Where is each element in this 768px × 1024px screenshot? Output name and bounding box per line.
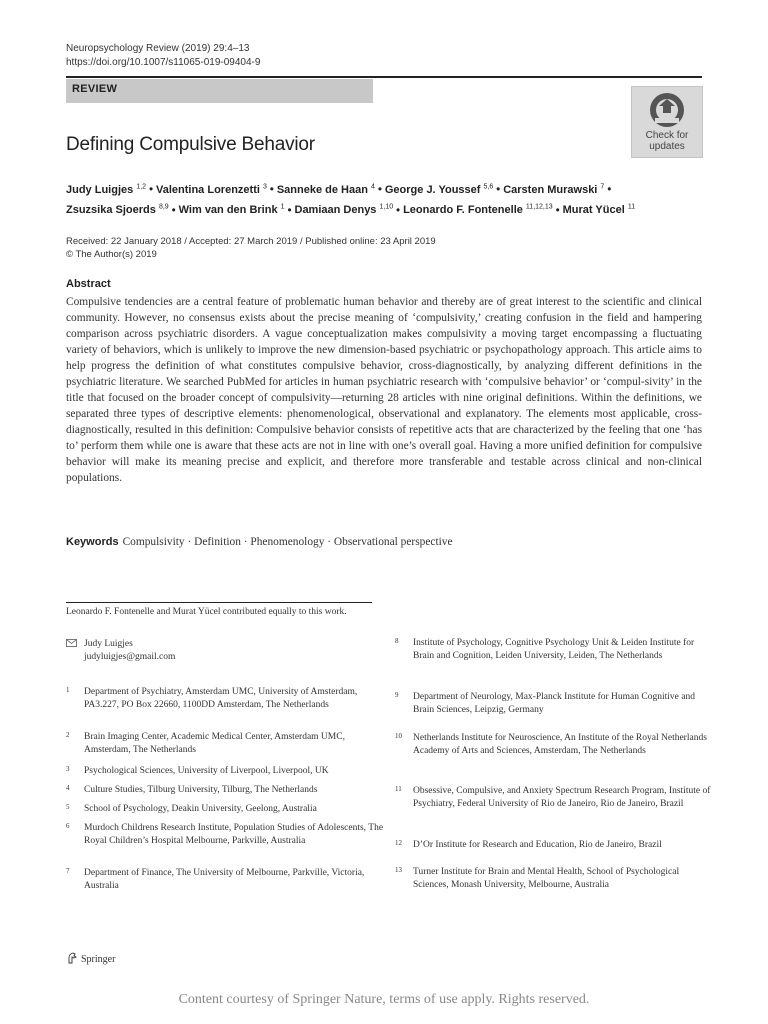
- author-name: Damiaan Denys $^{1,10}$: [294, 203, 394, 217]
- author-separator: •: [393, 204, 404, 217]
- correspondence-name: Judy Luigjes: [84, 639, 133, 649]
- correspondence-email[interactable]: judyluigjes@gmail.com: [84, 652, 176, 662]
- author-separator: •: [168, 204, 179, 217]
- paper-title: Defining Compulsive Behavior: [66, 134, 315, 155]
- author-name: Zsuzsika Sjoerds $^{8,9}$: [66, 203, 169, 217]
- author-affiliation-marker: 7: [600, 183, 605, 190]
- affiliation-number: 3: [66, 765, 70, 773]
- journal-header: [66, 42, 260, 70]
- affiliation-text: Department of Finance, The University of Melbourne, Parkville, Victoria, Australia: [84, 868, 365, 891]
- affiliation-text: Netherlands Institute for Neuroscience, An Institute of the Royal Netherlands Academy of Arts and Sciences, Amsterdam, The Netherlands: [413, 733, 707, 756]
- abstract-text: Compulsive tendencies are a central feature of problematic human behavior and thereby are of great interest to the scientific and clinical community. However, no consensus exists about the precise meaning of ‘compulsivity,’ creating confusion in the field and hampering comparison across psychiatric disorders. A vague conceptualization makes compulsivity a moving target encompassing a fluctuating variety of behaviors, which is unlikely to improve the new dimension-based psychiatric or psychopathology approach. This article aims to help progress the definition of what constitutes compulsive behavior, cross-diagnostically, by analyzing different definitions in the psychiatric literature. We searched PubMed for articles in human psychiatric research with ‘compulsive behavior’ or ‘compul-sivity’ in the title that focused on the broader concept of compulsivity—returning 28 articles with nine original definitions. Within the definitions, we separated three types of descriptive elements: phenomenological, observational and explanatory. The elements most applicable, cross-diagnostically, resulted in this definition: Compulsive behavior consists of repetitive acts that are characterized by the feeling that one ‘has to’ perform them while one is aware that these acts are not in line with one’s overall goal. Having a more unified definition for compulsive behavior will make its meaning precise and explicit, and therefore more transferable and testable across clinical and non-clinical populations.: [66, 296, 702, 484]
- check-updates-icon: [648, 91, 686, 129]
- affiliation-text: Brain Imaging Center, Academic Medical Center, Amsterdam UMC, Amsterdam, The Netherlands: [84, 732, 345, 755]
- author-separator: •: [552, 204, 563, 217]
- affiliation-text: Turner Institute for Brain and Mental Health, School of Psychological Sciences, Monash University, Melbourne, Australia: [413, 867, 680, 890]
- author-affiliation-marker: 5,6: [483, 183, 494, 190]
- affiliation-text: Department of Psychiatry, Amsterdam UMC, University of Amsterdam, PA3.227, PO Box 22660, 1100DD Amsterdam, The Netherlands: [84, 687, 358, 710]
- affiliation-number: 1: [66, 686, 70, 694]
- author-name: Leonardo F. Fontenelle $^{11,12,13}$: [403, 203, 553, 217]
- author-separator: •: [493, 183, 504, 196]
- check-for-updates-badge[interactable]: [631, 86, 703, 158]
- article-type-label: REVIEW: [72, 83, 118, 95]
- footnote-rule: [66, 602, 372, 603]
- affiliation-text: Obsessive, Compulsive, and Anxiety Spectrum Research Program, Institute of Psychiatry, Federal University of Rio de Janeiro, Rio de Janeiro, Brazil: [413, 786, 711, 809]
- author-name: Judy Luigjes $^{1,2}$: [66, 183, 147, 196]
- publication-dates: [66, 235, 436, 261]
- courtesy-notice: Content courtesy of Springer Nature, terms of use apply. Rights reserved.: [178, 992, 590, 1007]
- date-history: Received: 22 January 2018 / Accepted: 27 March 2019 / Published online: 23 April 2019: [66, 236, 436, 247]
- equal-contribution-footnote: Leonardo F. Fontenelle and Murat Yücel contributed equally to this work.: [66, 607, 347, 617]
- author-separator: •: [266, 183, 277, 196]
- author-name: George J. Youssef $^{5,6}$: [384, 183, 494, 196]
- affiliation-text: Murdoch Childrens Research Institute, Population Studies of Adolescents, The Royal Children’s Hospital Melbourne, Parkville, Australia: [84, 823, 384, 846]
- affiliation-number: 2: [66, 731, 70, 739]
- doi-link[interactable]: https://doi.org/10.1007/s11065-019-09404-9: [66, 57, 261, 68]
- affiliation-text: Institute of Psychology, Cognitive Psychology Unit & Leiden Institute for Brain and Cognition, Leiden University, Leiden, The Netherlands: [413, 638, 695, 661]
- copyright-line: © The Author(s) 2019: [66, 249, 157, 260]
- affiliation-number: 5: [66, 803, 70, 811]
- keywords-text: Compulsivity · Definition · Phenomenology · Observational perspective: [122, 536, 453, 548]
- author-affiliation-marker: 1,10: [379, 203, 394, 211]
- affiliation-number: 11: [395, 785, 402, 793]
- author-affiliation-marker: 11,12,13: [525, 203, 553, 211]
- affiliation-number: 4: [66, 784, 70, 792]
- author-affiliation-marker: 1,2: [136, 183, 147, 190]
- author-name: Sanneke de Haan $^4$: [276, 183, 375, 196]
- author-affiliation-marker: 8,9: [158, 203, 169, 211]
- badge-line-2: updates: [649, 141, 685, 152]
- affiliation-number: 12: [395, 839, 402, 847]
- header-rule: [66, 76, 702, 78]
- author-name: Valentina Lorenzetti $^3$: [156, 183, 267, 196]
- abstract-heading: Abstract: [66, 278, 111, 290]
- affiliation-text: Psychological Sciences, University of Liverpool, Liverpool, UK: [84, 766, 329, 776]
- springer-horse-icon: [66, 952, 78, 964]
- author-name: Carsten Murawski $^7$: [503, 183, 605, 196]
- author-separator: •: [374, 183, 385, 196]
- article-type-bar: [66, 79, 373, 103]
- publisher-logo: [66, 952, 115, 965]
- affiliation-number: 7: [66, 867, 70, 875]
- affiliation-text: D’Or Institute for Research and Education, Rio de Janeiro, Brazil: [413, 840, 662, 850]
- badge-line-1: Check for: [645, 130, 689, 141]
- author-name: Wim van den Brink $^1$: [178, 203, 285, 217]
- author-affiliation-marker: 4: [371, 183, 375, 190]
- author-separator: •: [284, 204, 295, 217]
- keywords-label: Keywords: [66, 536, 119, 548]
- keywords-line: [66, 536, 453, 548]
- affiliation-number: 8: [395, 637, 399, 645]
- author-list: [66, 178, 706, 219]
- author-separator: •: [604, 183, 612, 196]
- journal-citation: Neuropsychology Review (2019) 29:4–13: [66, 43, 250, 54]
- affiliation-number: 9: [395, 691, 399, 699]
- affiliation-text: School of Psychology, Deakin University, Geelong, Australia: [84, 804, 317, 814]
- author-affiliation-marker: 3: [262, 183, 267, 190]
- author-affiliation-marker: 1: [280, 203, 285, 211]
- publisher-name: Springer: [81, 954, 116, 965]
- affiliation-number: 10: [395, 732, 402, 740]
- author-affiliation-marker: 11: [627, 203, 636, 211]
- affiliation-number: 13: [395, 866, 402, 874]
- envelope-icon: [66, 639, 77, 647]
- affiliation-text: Department of Neurology, Max-Planck Institute for Human Cognitive and Brain Sciences, Leipzig, Germany: [413, 692, 695, 715]
- affiliation-number: 6: [66, 822, 70, 830]
- author-name: Murat Yücel $^{11}$: [562, 203, 636, 217]
- author-separator: •: [146, 183, 156, 196]
- affiliation-text: Culture Studies, Tilburg University, Tilburg, The Netherlands: [84, 785, 318, 795]
